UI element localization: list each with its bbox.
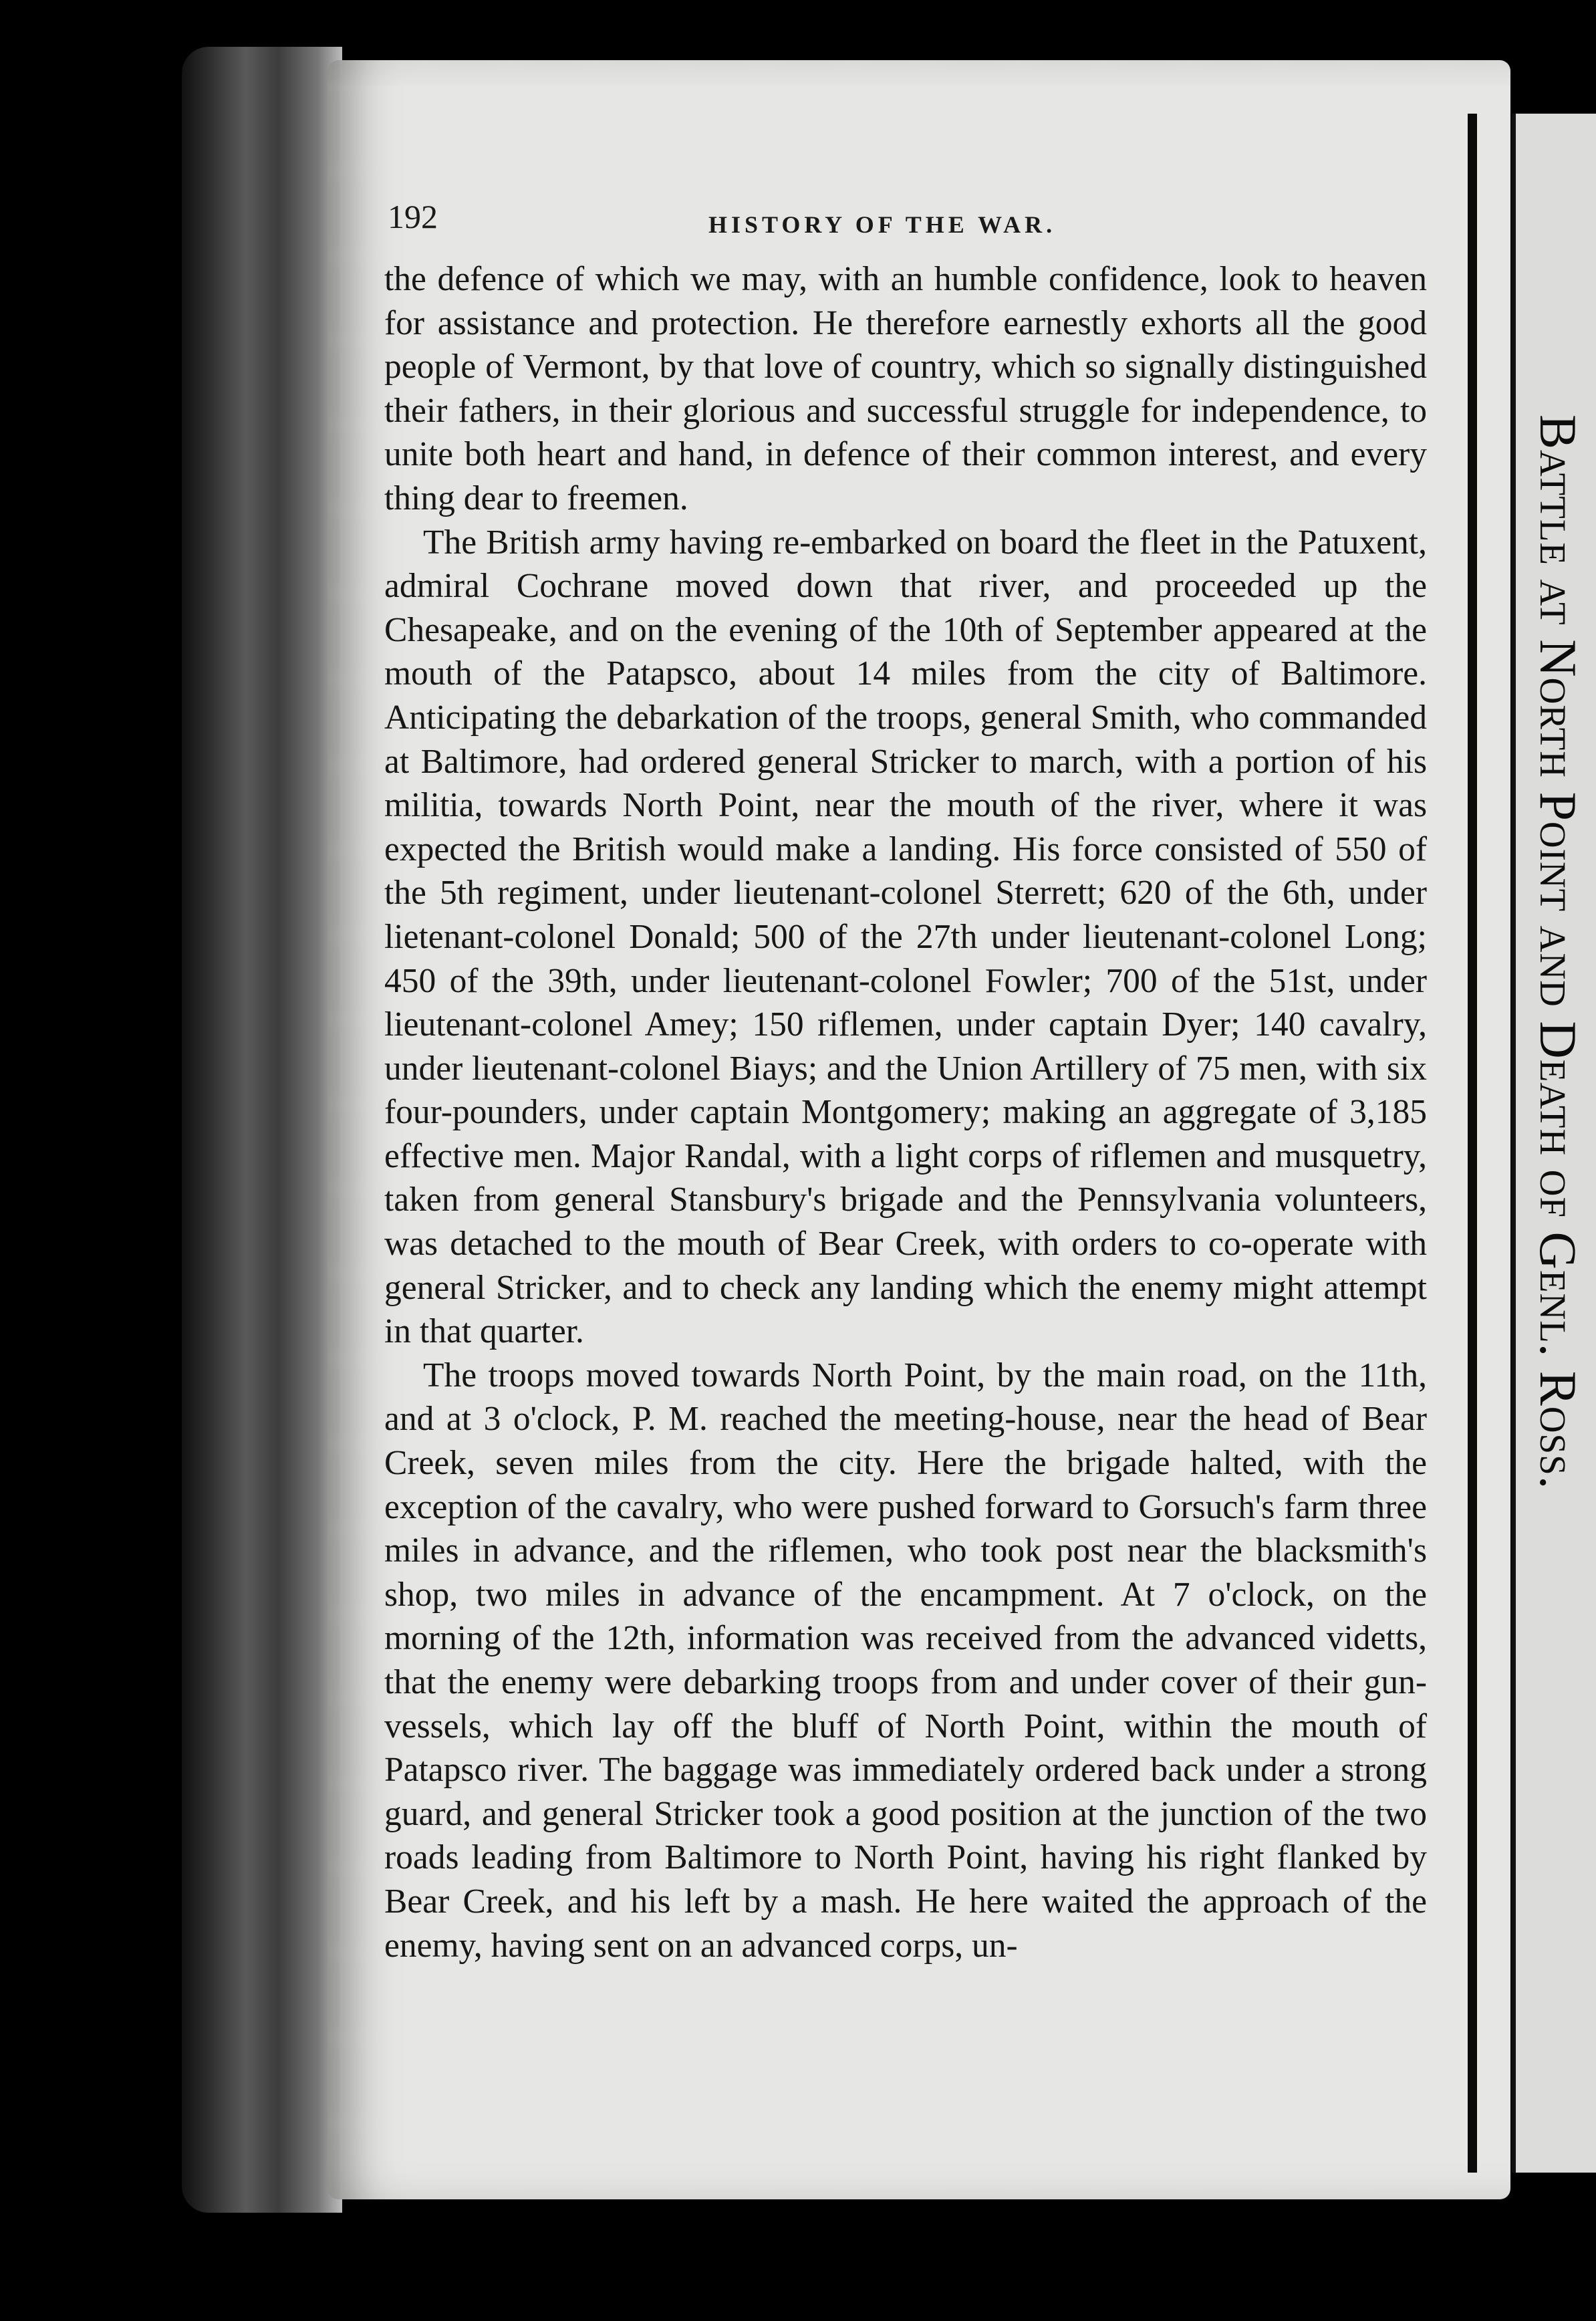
- paragraph: The British army having re-embarked on board the fleet in the Patuxent, admiral Cochrane moved down that river, and proceeded up the Chesapeake, and on the evening of the 10th of September appeared at the mouth of the Patapsco, about 14 miles from the city of Baltimore. Anticipating the debarkation of the troops, general Smith, who commanded at Baltimore, had ordered general Stricker to march, with a portion of his militia, towards North Point, near the mouth of the river, where it was expected the British would make a landing. His force consisted of 550 of the 5th regiment, under lieutenant-colonel Sterrett; 620 of the 6th, under lietenant-colonel Donald; 500 of the 27th under lieutenant-colonel Long; 450 of the 39th, under lieutenant-colonel Fowler; 700 of the 51st, under lieutenant-colonel Amey; 150 riflemen, under captain Dyer; 140 cavalry, under lieutenant-colonel Biays; and the Union Artillery of 75 men, with six four-pounders, under captain Montgomery; making an aggregate of 3,185 effective men. Major Randal, with a light corps of riflemen and musquetry, taken from general Stansbury's brigade and the Pennsylvania volunteers, was detached to the mouth of Bear Creek, with orders to co-operate with general Stricker, and to check any landing which the enemy might attempt in that quarter.: [384, 523, 1427, 1351]
- page-header: [388, 197, 1430, 251]
- plate-title: Battle at North Point and Death of Genl. Ross.: [1529, 414, 1587, 1490]
- page-gutter-shadow: [1468, 114, 1477, 2173]
- body-text: [384, 257, 1427, 1967]
- paragraph: The troops moved towards North Point, by the main road, on the 11th, and at 3 o'clock, P. M. reached the meeting-house, near the head of Bear Creek, seven miles from the city. Here the brigade halted, with the exception of the cavalry, who were pushed forward to Gorsuch's farm three miles in advance, and the riflemen, who took post near the blacksmith's shop, two miles in advance of the encampment. At 7 o'clock, on the morning of the 12th, information was received from the advanced videtts, that the enemy were debarking troops from and under cover of their gun-vessels, which lay off the bluff of North Point, within the mouth of Patapsco river. The baggage was immediately ordered back under a strong guard, and general Stricker took a good position at the junction of the two roads leading from Baltimore to North Point, having his right flanked by Bear Creek, and his left by a mash. He here waited the approach of the enemy, having sent on an advanced corps, un-: [384, 1356, 1427, 1965]
- page-number: 192: [388, 198, 438, 235]
- running-head: HISTORY OF THE WAR.: [708, 211, 1057, 238]
- paragraph: the defence of which we may, with an humble confidence, look to heaven for assistance and protection. He therefore earnestly exhorts all the good people of Vermont, by that love of country, which so signally distinguished their fathers, in their glorious and successful struggle for independence, to unite both heart and hand, in defence of their common interest, and every thing dear to freemen.: [384, 260, 1427, 517]
- book-page-edge: [182, 47, 342, 2213]
